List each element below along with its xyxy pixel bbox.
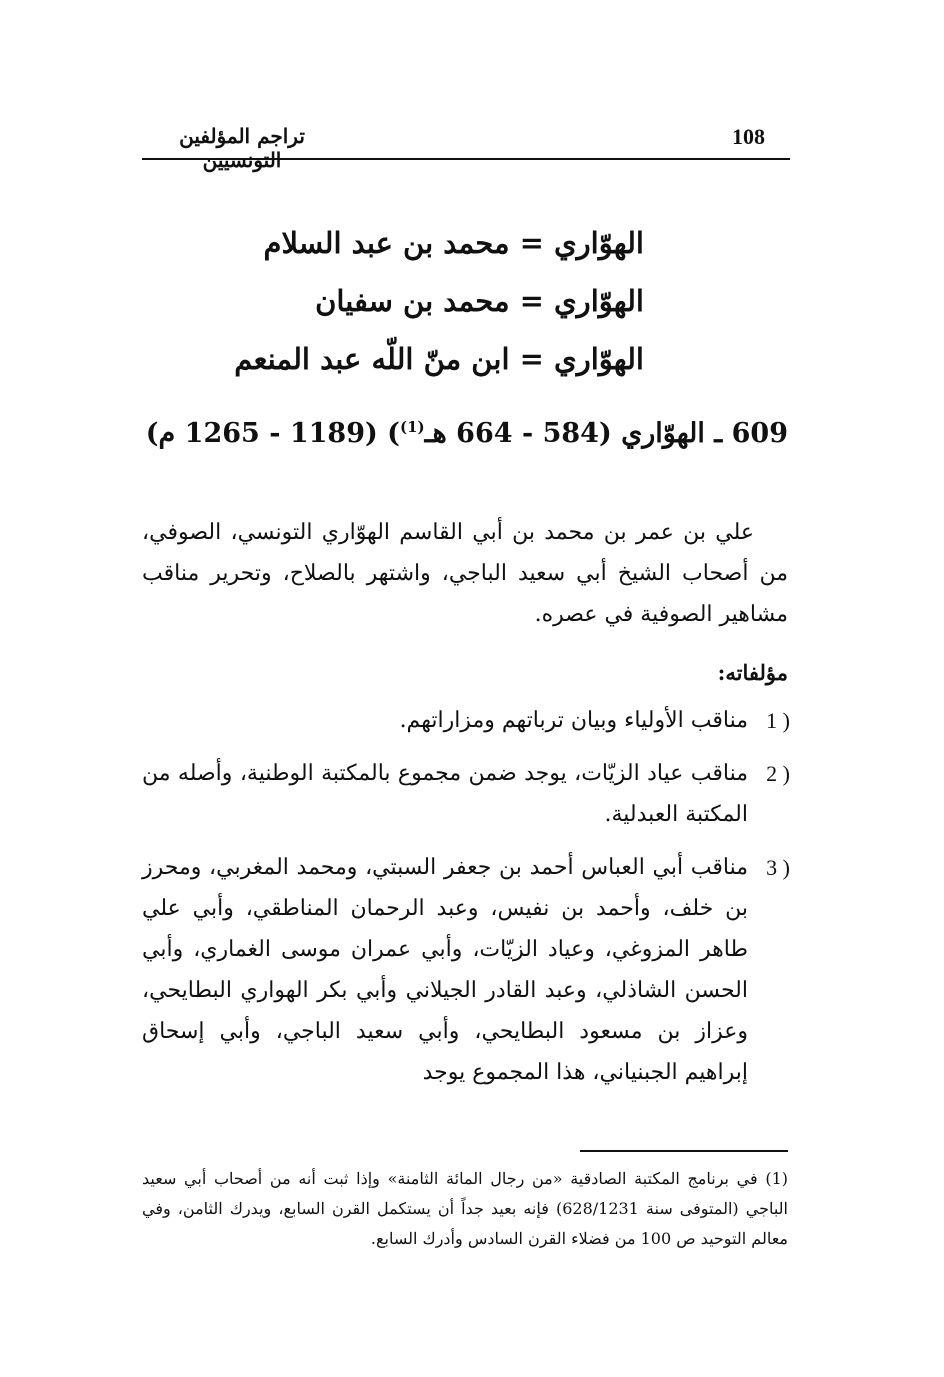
cross-reference: الهوّاري = ابن منّ اللّه عبد المنعم bbox=[234, 342, 644, 376]
footnote: (1) في برنامج المكتبة الصادقية «من رجال المائة الثامنة» وإذا ثبت أنه من أصحاب أبي سعيد الباجي (المتوفى سنة 628/1231) فإنه بعيد جداً أن يستكمل القرن السابع، ويدرك الثامن، وفي معالم التوحيد ص 100 من فضلاء القرن السادس وأدرك السابع. bbox=[142, 1169, 788, 1248]
entry-heading-dates: ) (1189 - 1265 م) bbox=[145, 418, 400, 449]
work-text: مناقب عياد الزيّات، يوجد ضمن مجموع بالمكتبة الوطنية، وأصله من المكتبة العبدلية. bbox=[142, 761, 748, 827]
page-header bbox=[142, 118, 790, 172]
work-item bbox=[142, 753, 790, 835]
work-item bbox=[142, 700, 790, 741]
work-text: مناقب الأولياء وبيان ترباتهم ومزاراتهم. bbox=[399, 708, 748, 733]
entry-biography bbox=[142, 512, 788, 635]
page-number: 108 bbox=[732, 124, 765, 149]
footnote-marker: (1) bbox=[399, 418, 425, 436]
work-number: 3 ) bbox=[766, 855, 790, 880]
cross-reference: الهوّاري = محمد بن عبد السلام bbox=[263, 226, 644, 260]
cross-reference: الهوّاري = محمد بن سفيان bbox=[315, 284, 644, 318]
running-title: تراجم المؤلفين التونسيين bbox=[179, 124, 305, 172]
cross-references bbox=[234, 218, 644, 392]
work-number: 1 ) bbox=[766, 708, 790, 733]
footnote-divider bbox=[580, 1150, 788, 1152]
work-item bbox=[142, 847, 790, 1093]
works-label: مؤلفاته: bbox=[717, 660, 788, 685]
work-text: مناقب أبي العباس أحمد بن جعفر السبتي، ومحمد المغربي، ومحرز بن خلف، وأحمد بن نفيس، وعبد الرحمان المناطقي، وأبي علي طاهر المزوغي، وعياد الزيّات، وأبي عمران موسى الغماري، وأبي الحسن الشاذلي، وعبد القادر الجيلاني وأبي بكر الهواري البطايحي، وعزاز بن مسعود البطايحي، وأبي سعيد الباجي، وأبي إسحاق إبراهيم الجبنياني، هذا المجموع يوجد bbox=[142, 855, 748, 1085]
entry-heading bbox=[145, 418, 788, 449]
works-list bbox=[142, 700, 790, 1105]
work-number: 2 ) bbox=[766, 761, 790, 786]
biography-paragraph: علي بن عمر بن محمد بن أبي القاسم الهوّاري التونسي، الصوفي، من أصحاب الشيخ أبي سعيد الباجي، واشتهر بالصلاح، وتحرير مناقب مشاهير الصوفية في عصره. bbox=[142, 520, 788, 627]
entry-heading-main: 609 ـ الهوّاري (584 - 664 هـ bbox=[424, 418, 788, 449]
